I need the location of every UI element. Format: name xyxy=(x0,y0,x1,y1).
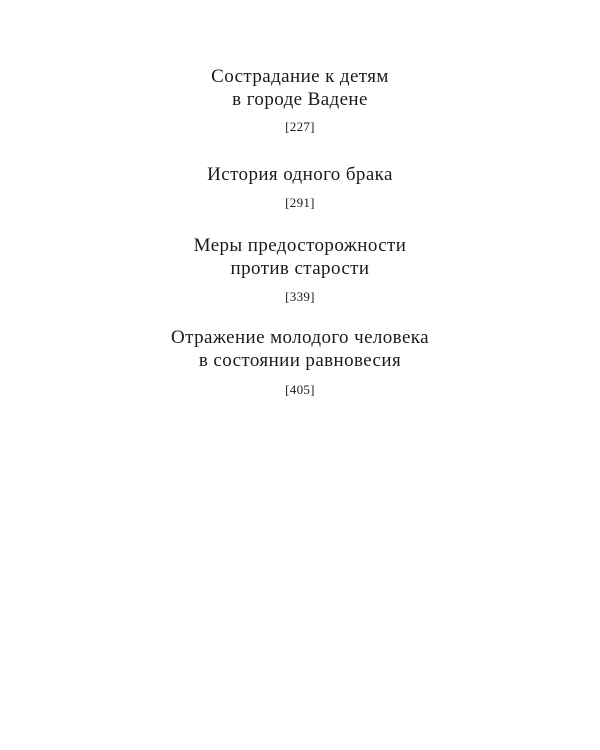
entry-title-line: в городе Вадене xyxy=(232,89,368,110)
entry-page-number: [405] xyxy=(285,382,315,397)
toc-entry xyxy=(0,163,600,210)
entry-title-line: Меры предосторожности xyxy=(193,235,407,256)
toc-entry xyxy=(0,65,600,134)
entry-page-number: [291] xyxy=(285,195,315,210)
entry-title-line: в состоянии равновесия xyxy=(198,350,402,371)
toc-entry xyxy=(0,234,600,304)
entry-title-line: Отражение молодого человека xyxy=(171,327,429,348)
entry-title-line: против старости xyxy=(230,258,370,279)
entry-title-line: История одного брака xyxy=(207,164,393,185)
entry-title-line: Сострадание к детям xyxy=(211,66,389,87)
toc-entry xyxy=(0,326,600,397)
entry-page-number: [339] xyxy=(285,289,315,304)
entry-page-number: [227] xyxy=(285,119,315,134)
